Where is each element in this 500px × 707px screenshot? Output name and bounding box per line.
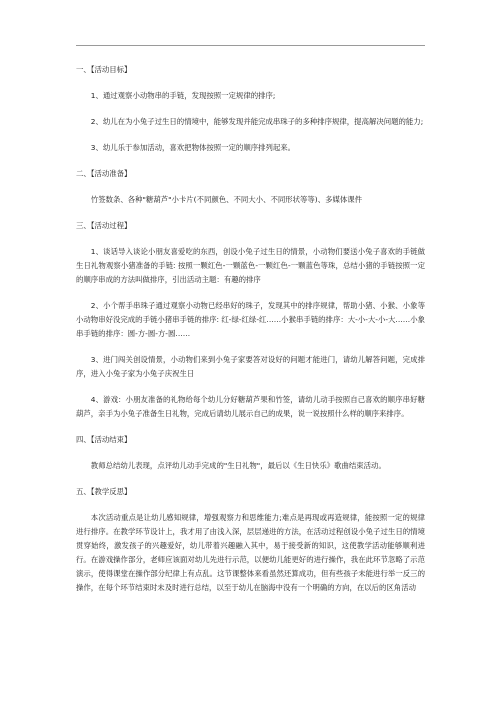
section-heading-goals: 一、【活动目标】 bbox=[76, 65, 132, 74]
section-heading-prep: 二、【活动准备】 bbox=[76, 169, 132, 178]
process-item: 3、进门闯关创设情景，小动物们来到小兔子家要答对设好的问题才能进门，请幼儿解答问题，完成排序，进入小兔子家为小兔子庆祝生日 bbox=[76, 355, 425, 378]
goal-item: 1、通过观察小动物串的手链，发现按照一定规律的排序; bbox=[90, 91, 276, 100]
process-item: 4、游戏：小朋友准备的礼物给每个幼儿分好糖葫芦果和竹签，请幼儿动手按照自己喜欢的顺序串好糖葫芦，亲手为小兔子准备生日礼物，完成后请幼儿展示自己的成果，说一说按照什么样的顺序来排序。 bbox=[76, 395, 425, 418]
reflection-text: 本次活动重点是让幼儿感知规律，增强观察力和思维能力;难点是再现或再造规律，能按照一定的规律进行排序。在教学环节设计上，我才用了由浅入深，层层递进的方法，在活动过程创设小兔子过生日的情境贯穿始终，激发孩子的兴趣爱好，幼儿带着兴趣融入其中，易于接受新的知识，这使教学活动能够顺利进行。在游戏操作部分，老师应该面对幼儿先进行示范，以便幼儿能更好的进行操作，我在此环节忽略了示范演示，使得课堂在操作部分纪律上有点乱。这节课整体来看虽然还算成功，但有些孩子未能进行举一反三的操作，在每个环节结束时未及时进行总结，以至于幼儿在脑海中没有一个明确的方向，在以后的区角活动 bbox=[76, 513, 425, 592]
top-rule bbox=[76, 45, 425, 46]
goal-item: 3、幼儿乐于参加活动，喜欢把物体按照一定的顺序排列起来。 bbox=[90, 143, 296, 152]
section-heading-reflection: 五、【教学反思】 bbox=[76, 487, 132, 496]
section-heading-end: 四、【活动结束】 bbox=[76, 435, 132, 444]
document-body bbox=[76, 63, 425, 595]
section-heading-process: 三、【活动过程】 bbox=[76, 221, 132, 230]
goal-item: 2、幼儿在为小兔子过生日的情境中，能够发现并能完成串珠子的多种排序规律，提高解决问题的能力; bbox=[90, 117, 424, 126]
prep-text: 竹签数条、各种"糖葫芦"小卡片(不同颜色、不同大小、不同形状等等)、多媒体课件 bbox=[90, 195, 363, 204]
process-item: 1、谈话导入谈论小朋友喜爱吃的东西，创设小兔子过生日的情景，小动物们要送小兔子喜欢的手链做生日礼物观察小猪准备的手链: 按照一颗红色-一颗蓝色-一颗红色-一颗蓝色等珠，总结小猪的手链按照一定的顺序串成的方法叫做排序，引出活动主题：有趣的排序 bbox=[76, 247, 425, 284]
end-text: 教师总结幼儿表现，点评幼儿动手完成的"生日礼物"，最后以《生日快乐》歌曲结束活动。 bbox=[90, 461, 386, 470]
process-item: 2、小个帮手串珠子通过观察小动物已经串好的珠子，发现其中的排序规律，帮助小猪、小猴、小象等小动物串好没完成的手链小猪串手链的排序: 红-绿-红绿-红……小猴串手链的排序：大-小-大-小-大……小象串手链的排序：圆-方-圆-方-圆…… bbox=[76, 301, 425, 338]
